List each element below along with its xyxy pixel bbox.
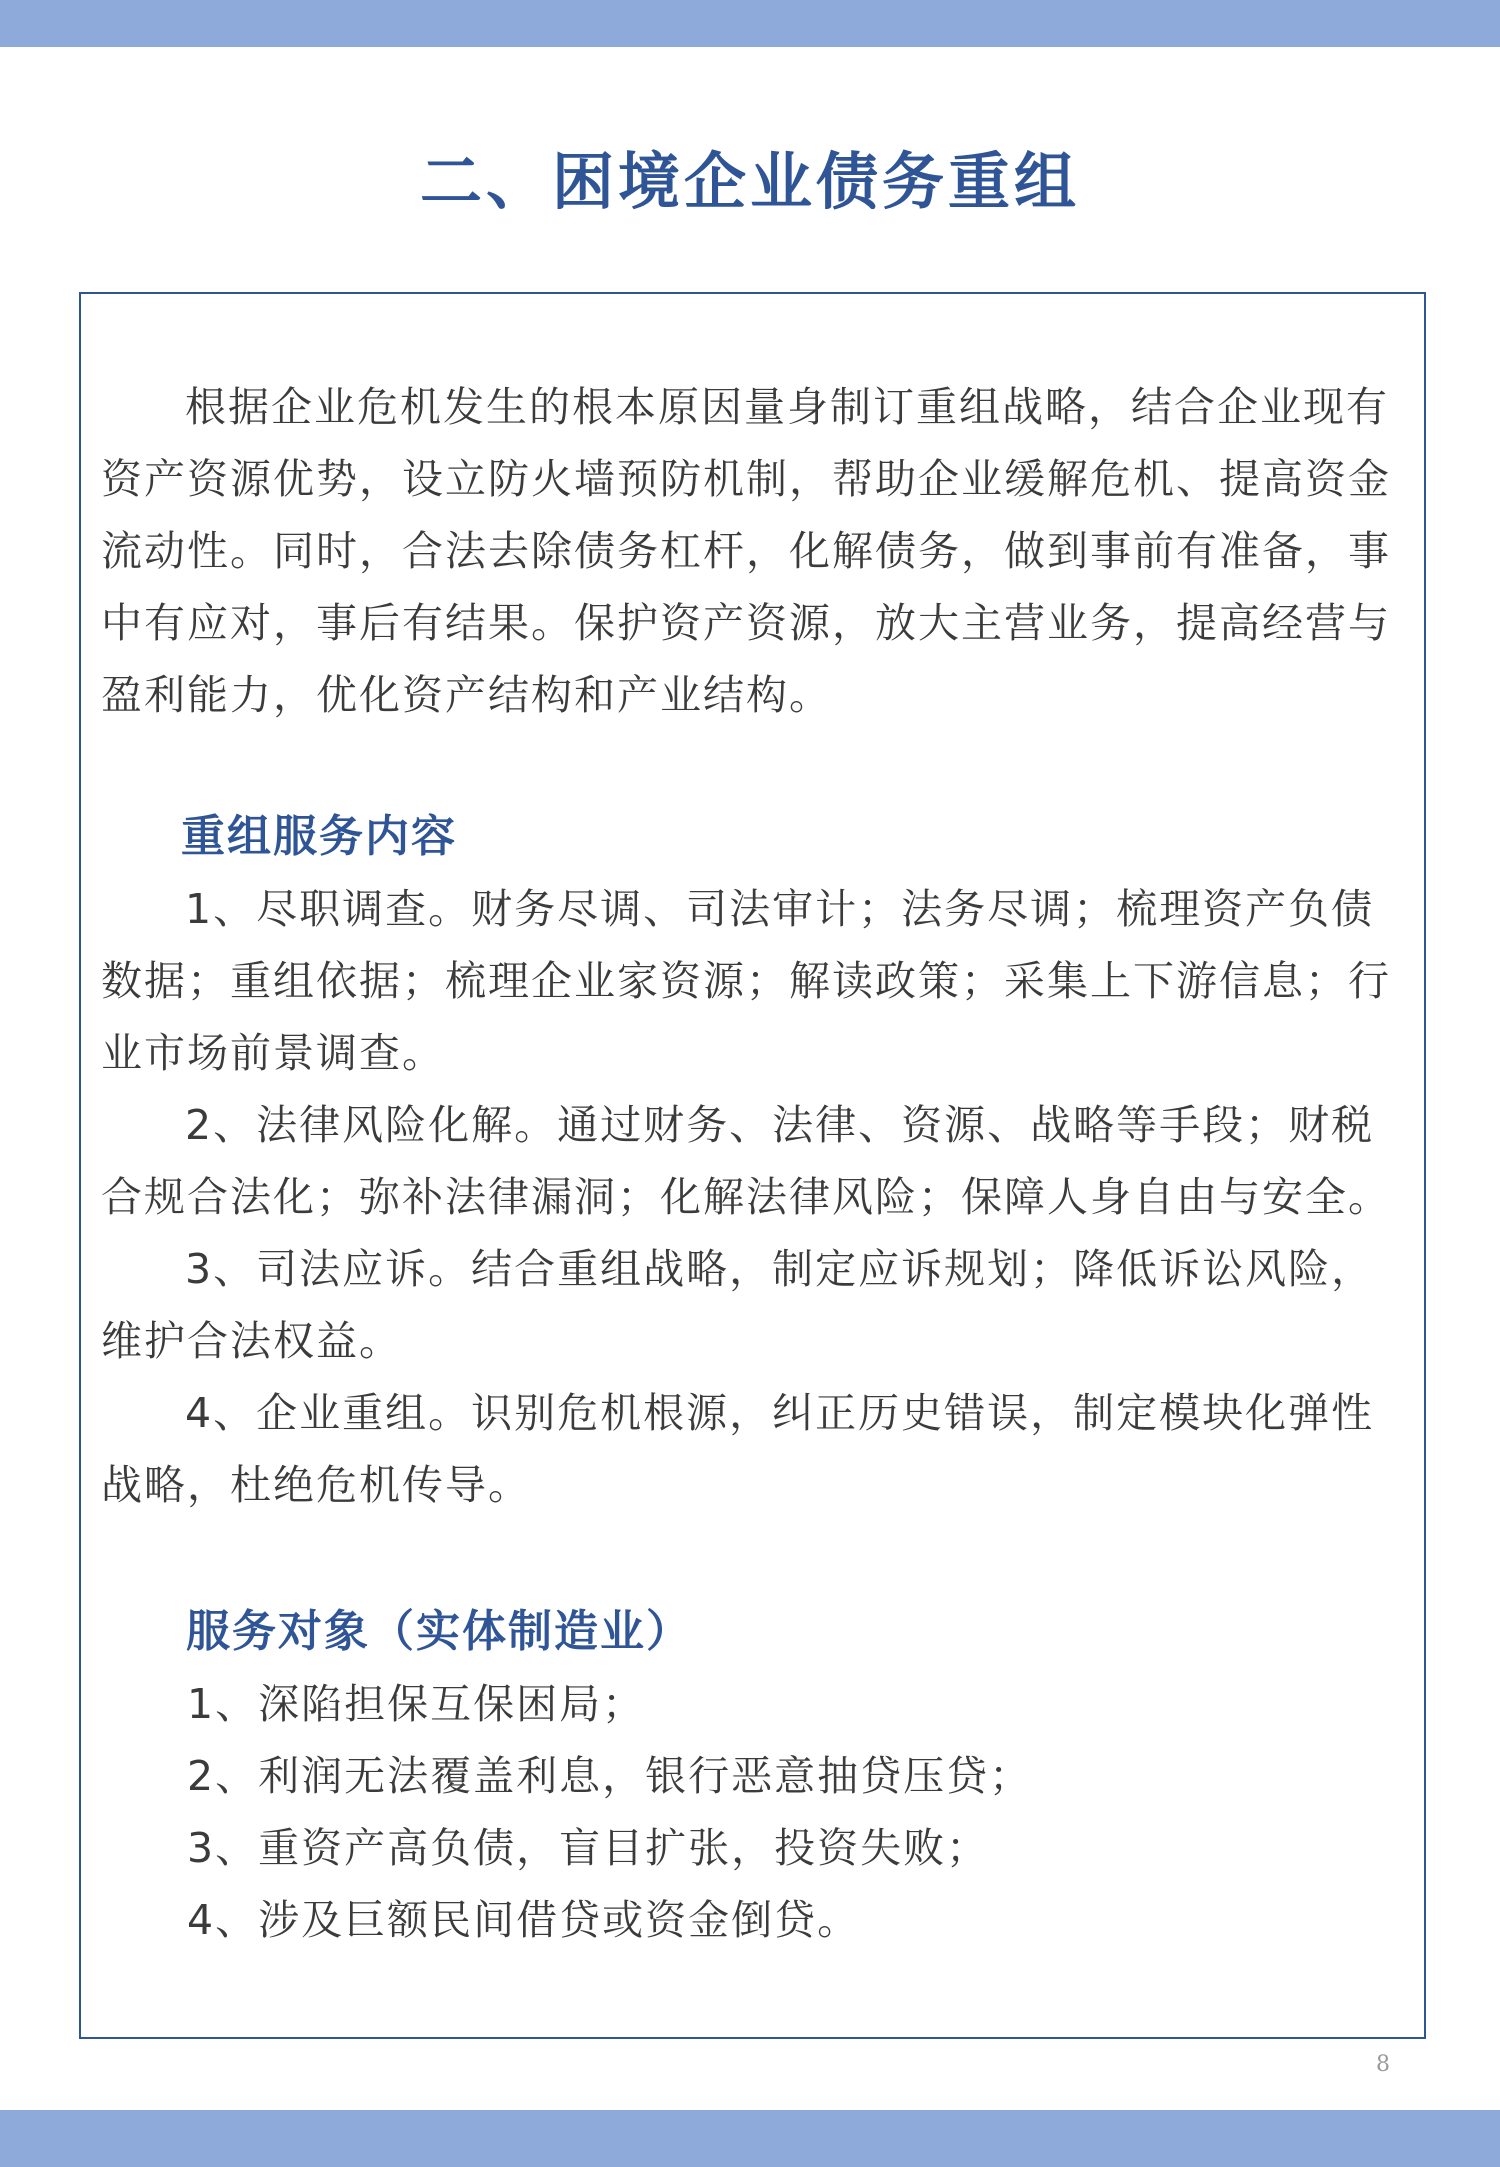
list-item: 4、涉及巨额民间借贷或资金倒贷。 — [187, 1896, 861, 1944]
list-item: 3、重资产高负债，盲目扩张，投资失败； — [187, 1824, 990, 1872]
list-item: 4、企业重组。识别危机根源，纠正历史错误，制定模块化弹性战略，杜绝危机传导。 — [101, 1389, 1375, 1509]
list-item: 1、深陷担保互保困局； — [187, 1680, 646, 1728]
list-item: 2、利润无法覆盖利息，银行恶意抽贷压贷； — [187, 1752, 1033, 1800]
list-item: 3、司法应诉。结合重组战略，制定应诉规划；降低诉讼风险，维护合法权益。 — [101, 1245, 1375, 1365]
targets-heading: 服务对象（实体制造业） — [186, 1606, 692, 1657]
page-title: 二、困境企业债务重组 — [419, 145, 1080, 218]
page-number: 8 — [1376, 2052, 1390, 2077]
top-color-band — [0, 0, 1500, 47]
intro-paragraph: 根据企业危机发生的根本原因量身制订重组战略，结合企业现有资产资源优势，设立防火墙预防机制，帮助企业缓解危机、提高资金流动性。同时，合法去除债务杠杆，化解债务，做到事前有准备，事中有应对，事后有结果。保护资产资源，放大主营业务，提高经营与盈利能力，优化资产结构和产业结构。 — [101, 383, 1391, 719]
bottom-color-band — [0, 2110, 1500, 2167]
targets-list — [101, 1668, 1405, 1956]
services-heading: 重组服务内容 — [181, 811, 457, 862]
services-list — [101, 873, 1405, 1521]
list-item: 2、法律风险化解。通过财务、法律、资源、战略等手段；财税合规合法化；弥补法律漏洞；化解法律风险；保障人身自由与安全。 — [101, 1101, 1391, 1221]
list-item: 1、尽职调查。财务尽调、司法审计；法务尽调；梳理资产负债数据；重组依据；梳理企业家资源；解读政策；采集上下游信息；行业市场前景调查。 — [101, 885, 1391, 1077]
